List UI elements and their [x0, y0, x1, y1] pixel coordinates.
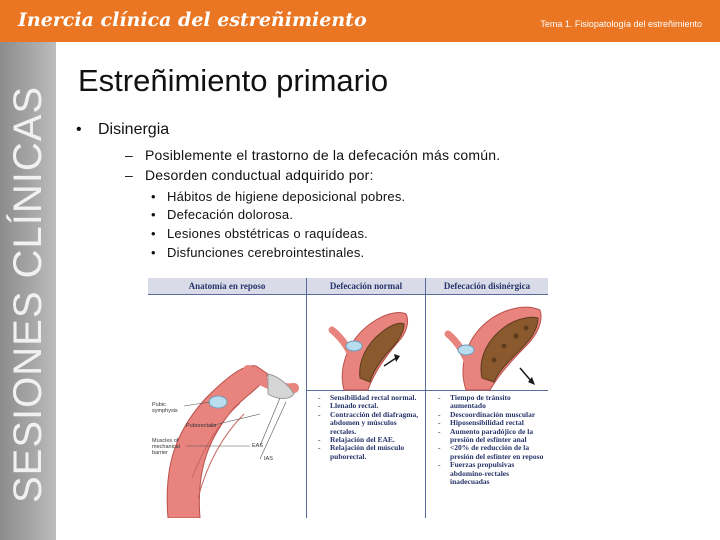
subitem-text: Desorden conductual adquirido por: [145, 167, 374, 183]
subsubitem-3 [151, 226, 368, 241]
subitem-text: Posiblemente el trastorno de la defecación más común. [145, 147, 501, 163]
subsubitem-1 [151, 189, 405, 204]
list-item: - Relajación del EAE. [318, 435, 395, 445]
list-item: - Hiposensibilidad rectal [438, 418, 524, 428]
list-item: - Relajación del músculo puborectal. [318, 443, 405, 461]
figure-header-dyssynergic: Defecación disinérgica [426, 278, 548, 294]
label-mechanical-barrier: Muscles of mechanical barrier [152, 438, 180, 456]
subsubitem-text: Disfunciones cerebrointestinales. [167, 245, 365, 260]
dyssynergia-figure [148, 278, 548, 518]
stool-pellet-shape [524, 326, 529, 331]
brand-title: Inercia clínica del estreñimiento [18, 9, 367, 31]
bullet-label: Disinergia [98, 121, 170, 138]
pubic-symphysis-shape [346, 341, 362, 351]
list-item: - Sensibilidad rectal normal. [318, 393, 417, 402]
list-item: - <20% de reducción de la presión del esfínter en reposo [438, 443, 544, 461]
subsubitem-2 [151, 207, 293, 222]
list-item: - Fuerzas propulsivas abdomino-rectales inadecuadas [438, 460, 515, 487]
bullet-dot-icon: • [151, 189, 156, 204]
label-ias: IAS [264, 456, 273, 462]
topic-label: Tema 1. Fisiopatología del estreñimiento [540, 19, 702, 29]
subitem-1 [125, 147, 500, 163]
bullet-dot-icon: • [151, 207, 156, 222]
bullet-dot-icon: • [76, 121, 82, 138]
direction-arrow-icon [384, 358, 396, 366]
normal-defecation-list [318, 394, 422, 461]
label-leader [260, 402, 286, 459]
pubic-symphysis-shape [209, 396, 227, 408]
subsubitem-4 [151, 245, 364, 260]
list-item: - Contracción del diafragma, abdomen y músculos rectales. [318, 409, 419, 436]
subitem-2 [125, 167, 374, 183]
label-puborectalis: Puborectalis [186, 423, 217, 429]
dash-icon: – [125, 147, 133, 163]
subsubitem-text: Hábitos de higiene deposicional pobres. [167, 189, 406, 204]
stool-pellet-shape [492, 358, 497, 363]
list-item: - Tiempo de tránsito aumentado [438, 393, 511, 411]
bullet-dot-icon: • [151, 226, 156, 241]
slide-title: Estreñimiento primario [78, 63, 389, 98]
dyssynergic-defecation-list [438, 394, 546, 486]
label-pubic-symphysis: Pubic symphysis [152, 402, 178, 414]
sidebar [0, 42, 56, 540]
header-bar [0, 0, 720, 42]
pubic-symphysis-shape [458, 345, 474, 355]
label-eas: EAS [252, 443, 264, 449]
figure-header-anatomy: Anatomía en reposo [148, 278, 306, 294]
stool-pellet-shape [502, 344, 507, 349]
list-item: - Llenado rectal. [318, 401, 379, 411]
subsubitem-text: Defecación dolorosa. [167, 207, 294, 222]
sidebar-vertical-text: SESIONES CLÍNICAS [6, 85, 50, 503]
bullet-disinergia [76, 121, 169, 139]
list-item: - Aumento paradójico de la presión del esfínter anal [438, 426, 534, 445]
list-item: - Descoordinación muscular [438, 409, 536, 419]
figure-header-normal: Defecación normal [307, 278, 425, 294]
dash-icon: – [125, 167, 133, 183]
bullet-dot-icon: • [151, 245, 156, 260]
subsubitem-text: Lesiones obstétricas o raquídeas. [167, 226, 368, 241]
stool-pellet-shape [514, 334, 519, 339]
